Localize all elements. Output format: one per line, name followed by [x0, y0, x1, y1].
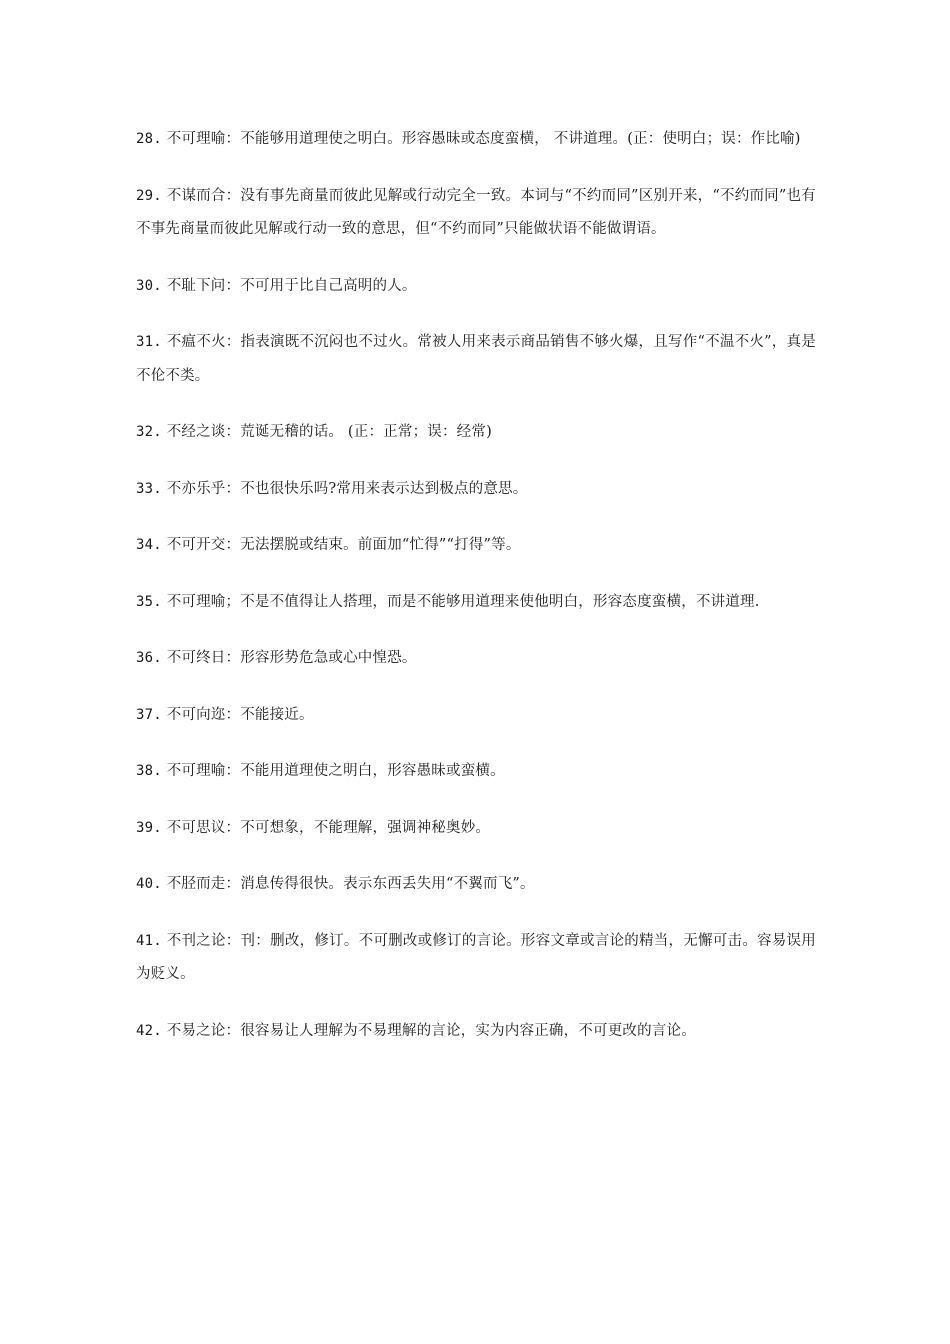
entry-39: [136, 812, 816, 846]
entry-38: [136, 755, 816, 789]
entry-number: 36.: [136, 650, 162, 666]
entry-number: 34.: [136, 537, 162, 553]
entry-number: 38.: [136, 763, 162, 779]
entry-number: 31.: [136, 334, 162, 350]
entry-list: [136, 123, 816, 1071]
entry-number: 33.: [136, 480, 162, 497]
entry-number: 32.: [136, 424, 162, 440]
entry-37: [136, 699, 816, 733]
entry-number: 41.: [136, 932, 162, 949]
entry-30: [136, 270, 816, 304]
entry-number: 37.: [136, 706, 162, 723]
entry-text: 不可向迩：不能接近。: [166, 706, 314, 723]
entry-text: 不可理喻：不能用道理使之明白，形容愚昧或蛮横。: [166, 763, 505, 779]
entry-42: [136, 1015, 816, 1049]
entry-text: 不刊之论：刊：删改，修订。不可删改或修订的言论。形容文章或言论的精当，无懈可击。容易误用为贬义。: [136, 932, 817, 982]
entry-text: 不经之谈：荒诞无稽的话。 (正：正常；误：经常): [166, 424, 492, 440]
entry-40: [136, 868, 816, 902]
entry-text: 不可理喻；不是不值得让人搭理，而是不能够用道理来使他明白，形容态度蛮横，不讲道理.: [166, 593, 760, 610]
entry-number: 28.: [136, 131, 162, 147]
entry-text: 不谋而合：没有事先商量而彼此见解或行动完全一致。本词与“不约而同”区别开来，“不约而同”也有不事先商量而彼此见解或行动一致的意思，但“不约而同”只能做状语不能做谓语。: [136, 187, 816, 237]
entry-text: 不可终日：形容形势危急或心中惶恐。: [166, 650, 417, 666]
entry-33: [136, 473, 816, 507]
entry-number: 40.: [136, 876, 162, 892]
entry-number: 30.: [136, 277, 162, 294]
entry-number: 39.: [136, 819, 162, 836]
entry-text: 不可思议：不可想象，不能理解，强调神秘奥妙。: [166, 819, 491, 836]
entry-text: 不耻下问：不可用于比自己高明的人。: [166, 277, 417, 294]
entry-36: [136, 642, 816, 676]
entry-35: [136, 586, 816, 620]
entry-41: [136, 925, 816, 992]
entry-text: 不瘟不火：指表演既不沉闷也不过火。常被人用来表示商品销售不够火爆，且写作“不温不火”，真是不伦不类。: [136, 334, 816, 384]
entry-text: 不可理喻：不能够用道理使之明白。形容愚昧或态度蛮横， 不讲道理。(正：使明白；误：作比喻): [166, 131, 801, 147]
entry-text: 不可开交：无法摆脱或结束。前面加“忙得”“打得”等。: [166, 537, 521, 553]
entry-text: 不亦乐乎：不也很快乐吗?常用来表示达到极点的意思。: [166, 480, 528, 497]
entry-number: 35.: [136, 593, 162, 610]
entry-28: [136, 123, 816, 157]
entry-29: [136, 180, 816, 247]
entry-number: 42.: [136, 1022, 162, 1039]
entry-text: 不胫而走：消息传得很快。表示东西丢失用“不翼而飞”。: [166, 876, 535, 892]
entry-31: [136, 326, 816, 393]
entry-text: 不易之论：很容易让人理解为不易理解的言论，实为内容正确，不可更改的言论。: [166, 1022, 696, 1039]
entry-number: 29.: [136, 187, 162, 204]
entry-34: [136, 529, 816, 563]
entry-32: [136, 416, 816, 450]
